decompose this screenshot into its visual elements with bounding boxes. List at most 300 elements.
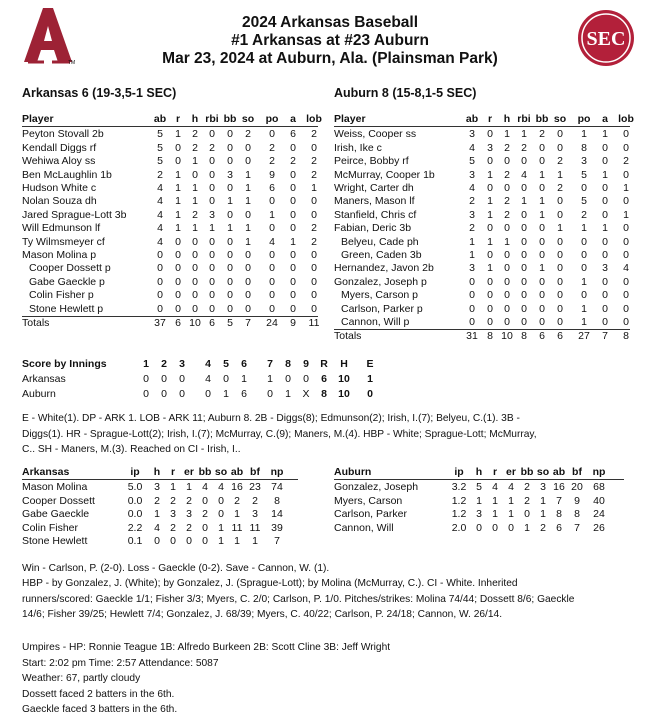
totals-cell: 31 [466, 330, 478, 343]
stat-cell: 0 [623, 316, 629, 328]
stat-cell: 0 [227, 289, 233, 302]
stat-cell: 1 [245, 222, 251, 235]
pitching-stat: 1 [218, 521, 224, 534]
player-row [334, 249, 630, 262]
column-header: ab [153, 113, 167, 125]
pitcher-name: Mason Molina [22, 481, 88, 494]
pitching-stat: 1 [540, 508, 546, 521]
inning-label: 2 [161, 358, 167, 370]
column-header: lob [306, 113, 322, 125]
stat-cell: 0 [557, 141, 563, 154]
start-time-attendance-line: Start: 2:02 pm Time: 2:57 Attendance: 5087 [22, 657, 219, 669]
stat-cell: 0 [539, 275, 545, 288]
pitching-stat: 7 [556, 494, 562, 507]
totals-cell: 6 [175, 317, 181, 329]
stat-cell: 2 [192, 141, 198, 154]
stat-cell: 0 [290, 302, 296, 315]
player-row [334, 195, 630, 208]
pitching-stat: 4 [492, 481, 498, 494]
stat-cell: 1 [469, 249, 475, 261]
stat-cell: 0 [227, 128, 233, 141]
stat-cell: 3 [469, 128, 475, 141]
pitching-stat: 14 [271, 508, 283, 521]
pitching-stat: 20 [571, 481, 583, 494]
pitching-stat: 1 [492, 494, 498, 507]
umpires-line: Umpires - HP: Ronnie Teague 1B: Alfredo Burkeen 2B: Scott Cline 3B: Jeff Wright [22, 642, 391, 653]
stat-cell: 0 [227, 275, 233, 288]
stat-cell: 0 [602, 302, 608, 315]
stat-cell: 0 [623, 222, 629, 235]
stat-cell: 2 [269, 155, 275, 168]
stat-cell: 0 [539, 316, 545, 328]
player-name: McMurray, Cooper 1b [334, 168, 435, 181]
stat-cell: 0 [311, 289, 317, 302]
sec-logo [576, 8, 636, 68]
rhe-value: 10 [338, 388, 350, 400]
totals-cell: 5 [227, 317, 233, 329]
pitching-stat: 7 [574, 521, 580, 534]
stat-cell: 0 [311, 302, 317, 315]
pitching-stat: 11 [249, 521, 261, 534]
stat-cell: 0 [227, 302, 233, 315]
player-name: Hernandez, Javon 2b [334, 262, 434, 275]
stat-cell: 0 [539, 182, 545, 194]
pitching-stat: 11 [231, 521, 243, 534]
inning-runs: 1 [241, 373, 247, 385]
column-header: np [592, 466, 606, 478]
pitching-stat: 39 [271, 521, 283, 534]
column-header: r [170, 466, 176, 478]
pitching-stat: 1 [252, 535, 258, 547]
stat-cell: 0 [157, 289, 163, 302]
stat-cell: 0 [469, 275, 475, 288]
stat-cell: 0 [269, 195, 275, 208]
player-row [22, 249, 318, 262]
stat-cell: 0 [209, 168, 215, 181]
stat-cell: 1 [209, 222, 215, 235]
player-row [334, 155, 630, 168]
player-row [22, 169, 318, 182]
linescore-row [22, 388, 382, 401]
stat-cell: 2 [539, 128, 545, 141]
column-header: lob [618, 113, 634, 125]
column-header: ip [130, 466, 140, 478]
stat-cell: 1 [269, 208, 275, 221]
stat-cell: 0 [623, 168, 629, 181]
player-row [22, 142, 318, 155]
column-header: po [577, 113, 591, 125]
stat-cell: 1 [192, 182, 198, 194]
pitching-header-row [22, 466, 298, 480]
stat-cell: 0 [245, 155, 251, 168]
stat-cell: 0 [623, 235, 629, 248]
stat-cell: 2 [311, 168, 317, 181]
stat-cell: 2 [469, 222, 475, 235]
stat-cell: 0 [209, 182, 215, 194]
totals-cell: 6 [557, 330, 563, 343]
stat-cell: 0 [539, 302, 545, 315]
stat-cell: 0 [539, 249, 545, 261]
player-row [334, 303, 630, 316]
inning-runs: 4 [205, 373, 211, 385]
stat-cell: 0 [504, 262, 510, 275]
stat-cell: 0 [209, 155, 215, 168]
stat-cell: 0 [245, 208, 251, 221]
stat-cell: 0 [269, 262, 275, 275]
pitching-stat: 3 [170, 508, 176, 521]
pitching-notes: HBP - by Gonzalez, J. (White); by Gonzalez, J. (Sprague-Lott); by Molina (McMurray, C.). CI - White. Inherited runners/scored: Gaeckle 1/1; Fisher 3/3; Myers, C. 2/0; Carlson, P. 1/0. Pitches/strikes: Molina 74/44; Dossett 8/6; Gaeckle 14/6; Fisher 39/25; Hewlett 7/4; Gonzalez, J. 68/39; Myers, C. 40/22; Carlson, P. 24/18; Cannon, W. 26/14. [22, 578, 575, 621]
stat-cell: 1 [245, 168, 251, 181]
pitcher-name: Myers, Carson [334, 494, 403, 507]
pitching-stat: 0 [492, 521, 498, 534]
player-row [334, 289, 630, 302]
stat-cell: 0 [209, 289, 215, 302]
inning-runs: 0 [161, 388, 167, 400]
column-header: bf [250, 466, 260, 478]
stat-cell: 3 [487, 141, 493, 154]
pitching-stat: 3 [252, 508, 258, 521]
stat-cell: 0 [487, 275, 493, 288]
player-row [334, 236, 630, 249]
inning-runs: 1 [223, 388, 229, 400]
pitcher-row [22, 495, 298, 508]
stat-cell: 0 [175, 155, 181, 168]
stat-cell: 0 [521, 275, 527, 288]
stat-cell: 0 [192, 275, 198, 288]
away-team-heading: Arkansas 6 (19-3,5-1 SEC) [22, 86, 177, 100]
stat-cell: 0 [227, 141, 233, 154]
pitching-stat: 1 [508, 494, 514, 507]
stat-cell: 0 [557, 262, 563, 275]
column-header: bf [572, 466, 582, 478]
column-header: rbi [205, 113, 219, 125]
inning-runs: X [302, 388, 310, 400]
pitcher-row [334, 495, 624, 508]
stat-cell: 0 [209, 195, 215, 208]
stat-cell: 0 [192, 249, 198, 261]
column-header: r [487, 113, 493, 125]
column-header: Player [334, 113, 366, 125]
player-name: Weiss, Cooper ss [334, 128, 417, 141]
stat-cell: 1 [487, 208, 493, 221]
inning-runs: 0 [285, 373, 291, 385]
player-row [22, 262, 318, 275]
player-name: Wright, Carter dh [334, 182, 414, 194]
stat-cell: 2 [504, 195, 510, 208]
stat-cell: 0 [602, 208, 608, 221]
column-header: bb [535, 113, 549, 125]
stat-cell: 2 [623, 155, 629, 168]
player-name: Peyton Stovall 2b [22, 128, 104, 141]
stat-cell: 3 [602, 262, 608, 275]
pitching-stat: 1 [476, 494, 482, 507]
stat-cell: 0 [539, 235, 545, 248]
stat-cell: 1 [175, 128, 181, 141]
stat-cell: 4 [157, 222, 163, 235]
stat-cell: 5 [157, 155, 163, 168]
pitching-stat: 4 [508, 481, 514, 494]
linescore-row [22, 373, 382, 386]
pitching-stat: 0 [186, 535, 192, 547]
pitching-stat: 3 [154, 481, 160, 494]
stat-cell: 0 [623, 249, 629, 261]
svg-text:SEC: SEC [586, 28, 626, 50]
player-name: Peirce, Bobby rf [334, 155, 409, 168]
stat-cell: 0 [623, 141, 629, 154]
pitching-stat: 0 [202, 535, 208, 547]
player-row [22, 289, 318, 302]
stat-cell: 1 [557, 168, 563, 181]
batting-header-row [22, 113, 322, 127]
pitching-team-name: Auburn [334, 466, 372, 478]
stat-cell: 1 [245, 182, 251, 194]
stat-cell: 0 [521, 289, 527, 302]
stat-cell: 0 [602, 235, 608, 248]
stat-cell: 0 [521, 182, 527, 194]
player-name: Carlson, Parker p [341, 302, 423, 315]
stat-cell: 0 [557, 195, 563, 208]
pitcher-name: Cannon, Will [334, 521, 394, 534]
stat-cell: 0 [175, 141, 181, 154]
stat-cell: 0 [521, 302, 527, 315]
pitching-stat: 40 [593, 494, 605, 507]
stat-cell: 0 [311, 195, 317, 208]
stat-cell: 0 [227, 155, 233, 168]
pitching-stat: 5 [476, 481, 482, 494]
column-header: so [553, 113, 567, 125]
stat-cell: 0 [269, 302, 275, 315]
stat-cell: 2 [311, 222, 317, 235]
game-footer [22, 640, 632, 718]
pitching-stat: 1 [234, 508, 240, 521]
stat-cell: 0 [623, 289, 629, 302]
pitching-stat: 0 [508, 521, 514, 534]
stat-cell: 3 [209, 208, 215, 221]
rhe-label: R [320, 358, 328, 370]
inning-label: 4 [205, 358, 211, 370]
column-header: np [270, 466, 284, 478]
column-header: r [175, 113, 181, 125]
player-row [22, 195, 318, 208]
stat-cell: 6 [269, 182, 275, 194]
pitching-stat: 2 [540, 521, 546, 534]
stat-cell: 4 [521, 168, 527, 181]
stat-cell: 2 [557, 155, 563, 168]
pitching-stat: 0 [524, 508, 530, 521]
pitching-stat: 1 [234, 535, 240, 547]
stat-cell: 0 [557, 235, 563, 248]
totals-cell: 37 [154, 317, 166, 329]
totals-cell: 7 [602, 330, 608, 343]
stat-cell: 0 [539, 222, 545, 235]
stat-cell: 0 [227, 182, 233, 194]
stat-cell: 0 [311, 141, 317, 154]
stat-cell: 5 [581, 168, 587, 181]
stat-cell: 0 [245, 141, 251, 154]
stat-cell: 0 [521, 316, 527, 328]
stat-cell: 1 [487, 195, 493, 208]
totals-cell: 24 [266, 317, 278, 329]
stat-cell: 0 [269, 249, 275, 261]
team-name: Auburn [22, 388, 56, 400]
stat-cell: 9 [269, 168, 275, 181]
stat-cell: 0 [557, 302, 563, 315]
inning-label: 3 [179, 358, 185, 370]
pitching-stat: 0.1 [127, 535, 143, 547]
stat-cell: 0 [487, 155, 493, 168]
stat-cell: 0 [539, 289, 545, 302]
stat-cell: 1 [539, 195, 545, 208]
player-name: Stanfield, Chris cf [334, 208, 417, 221]
player-name: Belyeu, Cade ph [341, 235, 419, 248]
stat-cell: 1 [521, 195, 527, 208]
stat-cell: 2 [192, 128, 198, 141]
column-header: a [290, 113, 296, 125]
stat-cell: 2 [192, 208, 198, 221]
totals-cell: 6 [539, 330, 545, 343]
inning-runs: 1 [285, 388, 291, 400]
inning-runs: 6 [241, 388, 247, 400]
stat-cell: 1 [602, 128, 608, 141]
stat-cell: 2 [557, 182, 563, 194]
pitching-stat: 0.0 [127, 508, 143, 521]
page-title: 2024 Arkansas Baseball [241, 14, 419, 31]
pitcher-row [334, 522, 624, 535]
stat-cell: 0 [192, 235, 198, 248]
player-row [334, 222, 630, 235]
stat-cell: 0 [602, 155, 608, 168]
pitching-header-row [334, 466, 624, 480]
pitching-stat: 23 [249, 481, 261, 494]
stat-cell: 0 [487, 289, 493, 302]
stat-cell: 2 [311, 128, 317, 141]
pitching-stat: 4 [202, 481, 208, 494]
pitching-stat: 2.2 [127, 521, 143, 534]
pitching-stat: 0.0 [127, 494, 143, 507]
column-header: ip [454, 466, 464, 478]
pitching-stat: 16 [553, 481, 565, 494]
column-header: h [503, 113, 511, 125]
inning-runs: 0 [179, 373, 185, 385]
pitching-stat: 0 [202, 494, 208, 507]
stat-cell: 2 [504, 208, 510, 221]
pitcher-name: Gonzalez, Joseph [334, 481, 419, 494]
stat-cell: 5 [157, 128, 163, 141]
column-header: bb [223, 113, 237, 125]
stat-cell: 0 [581, 249, 587, 261]
stat-cell: 1 [192, 195, 198, 208]
stat-cell: 0 [157, 275, 163, 288]
stat-cell: 0 [209, 128, 215, 141]
pitching-stat: 3 [476, 508, 482, 521]
pitching-team-name: Arkansas [22, 466, 70, 478]
pitching-stat: 2 [524, 494, 530, 507]
column-header: h [191, 113, 199, 125]
column-header: ab [552, 466, 566, 478]
player-name: Colin Fisher p [29, 289, 94, 302]
pitcher-row [334, 481, 624, 494]
stat-cell: 3 [469, 262, 475, 275]
pitching-stat: 2 [170, 521, 176, 534]
pitcher-row [334, 508, 624, 521]
player-row [334, 182, 630, 195]
player-name: Nolan Souza dh [22, 195, 97, 208]
stat-cell: 0 [290, 195, 296, 208]
stat-cell: 0 [557, 249, 563, 261]
pitcher-row [22, 522, 298, 535]
stat-cell: 0 [245, 275, 251, 288]
pitching-stat: 1 [540, 494, 546, 507]
stat-cell: 0 [175, 289, 181, 302]
player-name: Kendall Diggs rf [22, 141, 97, 154]
pitching-stat: 2 [154, 494, 160, 507]
stat-cell: 1 [175, 195, 181, 208]
inning-label: 6 [241, 358, 247, 370]
stat-cell: 0 [245, 289, 251, 302]
stat-cell: 0 [469, 316, 475, 328]
stat-cell: 0 [175, 302, 181, 315]
stat-cell: 0 [209, 249, 215, 261]
linescore-header [22, 358, 382, 371]
pitching-stat: 2 [252, 494, 258, 507]
pitcher-row [22, 535, 298, 548]
stat-cell: 0 [192, 302, 198, 315]
player-row [22, 222, 318, 235]
stat-cell: 1 [311, 182, 317, 194]
pitching-stat: 16 [231, 481, 243, 494]
player-name: Gabe Gaeckle p [29, 275, 105, 288]
stat-cell: 0 [602, 289, 608, 302]
stat-cell: 0 [227, 262, 233, 275]
stat-cell: 0 [209, 262, 215, 275]
stat-cell: 0 [504, 316, 510, 328]
stat-cell: 0 [504, 222, 510, 235]
stat-cell: 0 [157, 302, 163, 315]
stat-cell: 4 [469, 141, 475, 154]
stat-cell: 0 [269, 128, 275, 141]
pitching-stat: 1 [492, 508, 498, 521]
stat-cell: 4 [157, 195, 163, 208]
pitching-stat: 1.2 [451, 494, 467, 507]
stat-cell: 1 [227, 195, 233, 208]
player-name: Cannon, Will p [341, 316, 410, 328]
totals-cell: 7 [245, 317, 251, 329]
stat-cell: 4 [469, 182, 475, 194]
stat-cell: 0 [623, 195, 629, 208]
totals-cell: 8 [623, 330, 629, 343]
stat-cell: 0 [581, 235, 587, 248]
totals-label: Totals [22, 317, 50, 329]
column-header: rbi [517, 113, 531, 125]
stat-cell: 0 [209, 275, 215, 288]
totals-label: Totals [334, 330, 362, 343]
inning-runs: 0 [161, 373, 167, 385]
stat-cell: 3 [227, 168, 233, 181]
rhe-value: 8 [321, 388, 327, 400]
stat-cell: 2 [581, 208, 587, 221]
stat-cell: 0 [581, 262, 587, 275]
stat-cell: 0 [269, 289, 275, 302]
linescore-title: Score by Innings [22, 358, 107, 370]
column-header: er [506, 466, 516, 478]
stat-cell: 0 [290, 249, 296, 261]
stat-cell: 1 [581, 222, 587, 235]
pitching-stat: 0 [170, 535, 176, 547]
stat-cell: 0 [192, 289, 198, 302]
player-row [334, 169, 630, 182]
dossett-note: Dossett faced 2 batters in the 6th. [22, 688, 175, 700]
stat-cell: 0 [192, 168, 198, 181]
